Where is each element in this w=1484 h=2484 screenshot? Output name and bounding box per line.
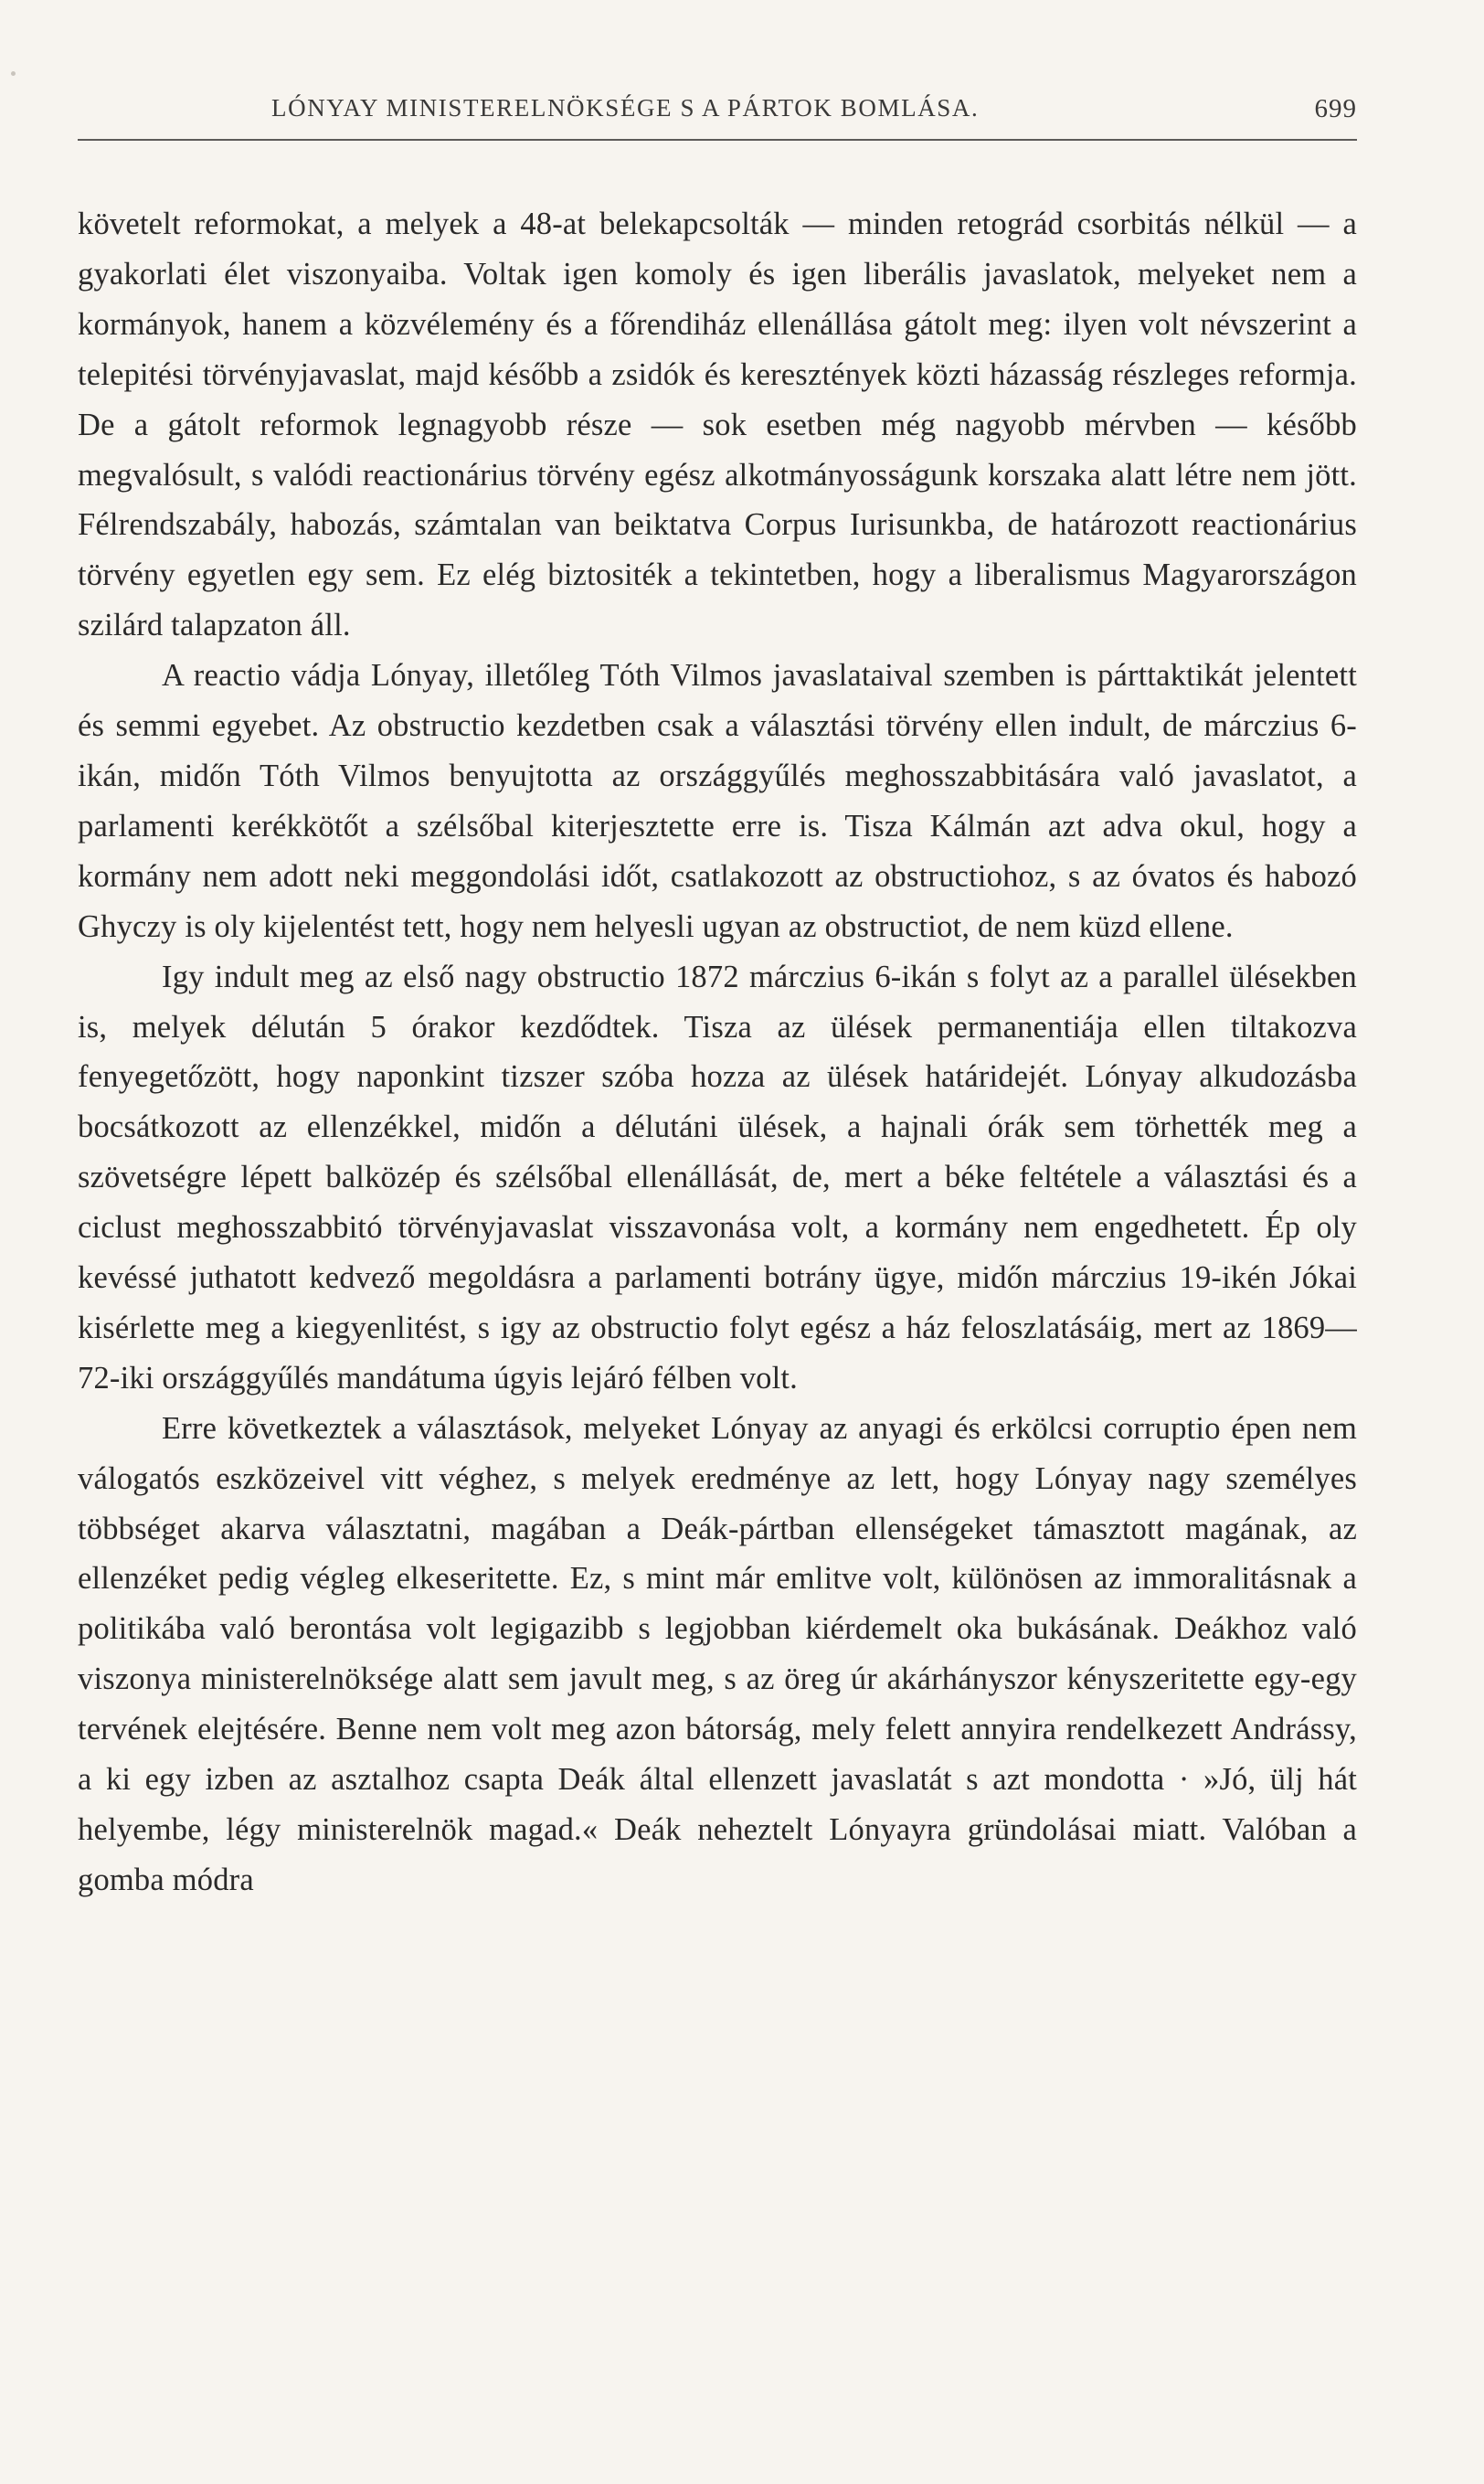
page-number: 699 [1314, 94, 1357, 123]
running-title: LÓNYAY MINISTERELNÖKSÉGE S A PÁRTOK BOMLÁSA. [271, 94, 980, 122]
header-rule [78, 139, 1357, 141]
body-text [78, 199, 1357, 1905]
paragraph-1: követelt reformokat, a melyek a 48-at belekapcsolták — minden retográd csorbitás nélkül — a gyakorlati élet viszonyaiba. Voltak igen komoly és igen liberális javaslatok, melyeket nem a kormányok, hanem a közvélemény és a főrendiház ellenállása gátolt meg: ilyen volt névszerint a telepitési törvényjavaslat, majd később a zsidók és keresztények közti házasság részleges reformja. De a gátolt reformok legnagyobb része — sok esetben még nagyobb mérvben — később megvalósult, s valódi reactionárius törvény egész alkotmányosságunk korszaka alatt létre nem jött. Félrendszabály, habozás, számtalan van beiktatva Corpus Iurisunkba, de határozott reactionárius törvény egyetlen egy sem. Ez elég biztositék a tekintetben, hogy a liberalismus Magyarországon szilárd talapzaton áll. [78, 207, 1357, 643]
paragraph-2: A reactio vádja Lónyay, illetőleg Tóth Vilmos javaslataival szemben is párttaktikát jelentett és semmi egyebet. Az obstructio kezdetben csak a választási törvény ellen indult, de márczius 6-ikán, midőn Tóth Vilmos benyujtotta az országgyűlés meghosszabbitására való javaslatot, a parlamenti kerékkötőt a szélsőbal kiterjesztette erre is. Tisza Kálmán azt adva okul, hogy a kormány nem adott neki meggondolási időt, csatlakozott az obstructiohoz, s az óvatos és habozó Ghyczy is oly kijelentést tett, hogy nem helyesli ugyan az obstructiot, de nem küzd ellene. [78, 658, 1357, 944]
paragraph-4: Erre következtek a választások, melyeket Lónyay az anyagi és erkölcsi corruptio épen nem válogatós eszközeivel vitt véghez, s melyek eredménye az lett, hogy Lónyay nagy személyes többséget akarva választatni, magában a Deák-pártban ellenségeket támasztott magának, az ellenzéket pedig végleg elkeseritette. Ez, s mint már emlitve volt, különösen az immoralitásnak a politikába való berontása volt legigazibb s legjobban kiérdemelt oka bukásának. Deákhoz való viszonya ministerelnöksége alatt sem javult meg, s az öreg úr akárhányszor kényszeritette egy-egy tervének elejtésére. Benne nem volt meg azon bátorság, mely felett annyira rendelkezett Andrássy, a ki egy izben az asztalhoz csapta Deák által ellenzett javaslatát s azt mondotta · »Jó, ülj hát helyembe, légy ministerelnök magad.« Deák neheztelt Lónyayra gründolásai miatt. Valóban a gomba módra [78, 1410, 1357, 1897]
running-head [78, 94, 1357, 131]
paragraph-3: Igy indult meg az első nagy obstructio 1872 márczius 6-ikán s folyt az a parallel ülésekben is, melyek délután 5 órakor kezdődtek. Tisza az ülések permanentiája ellen tiltakozva fenyegetőzött, hogy naponkint tizszer szóba hozza az ülések határidejét. Lónyay alkudozásba bocsátkozott az ellenzékkel, midőn a délutáni ülések, a hajnali órák sem törhették meg a szövetségre lépett balközép és szélsőbal ellenállását, de, mert a béke feltétele a választási és a ciclust meghosszabbitó törvényjavaslat visszavonása volt, a kormány nem engedhetett. Ép oly kevéssé juthatott kedvező megoldásra a parlamenti botrány ügye, midőn márczius 19-ikén Jókai kisérlette meg a kiegyenlitést, s igy az obstructio folyt egész a ház feloszlatásáig, mert az 1869—72-iki országgyűlés mandátuma úgyis lejáró félben volt. [78, 959, 1357, 1396]
paper-speck [11, 71, 16, 76]
